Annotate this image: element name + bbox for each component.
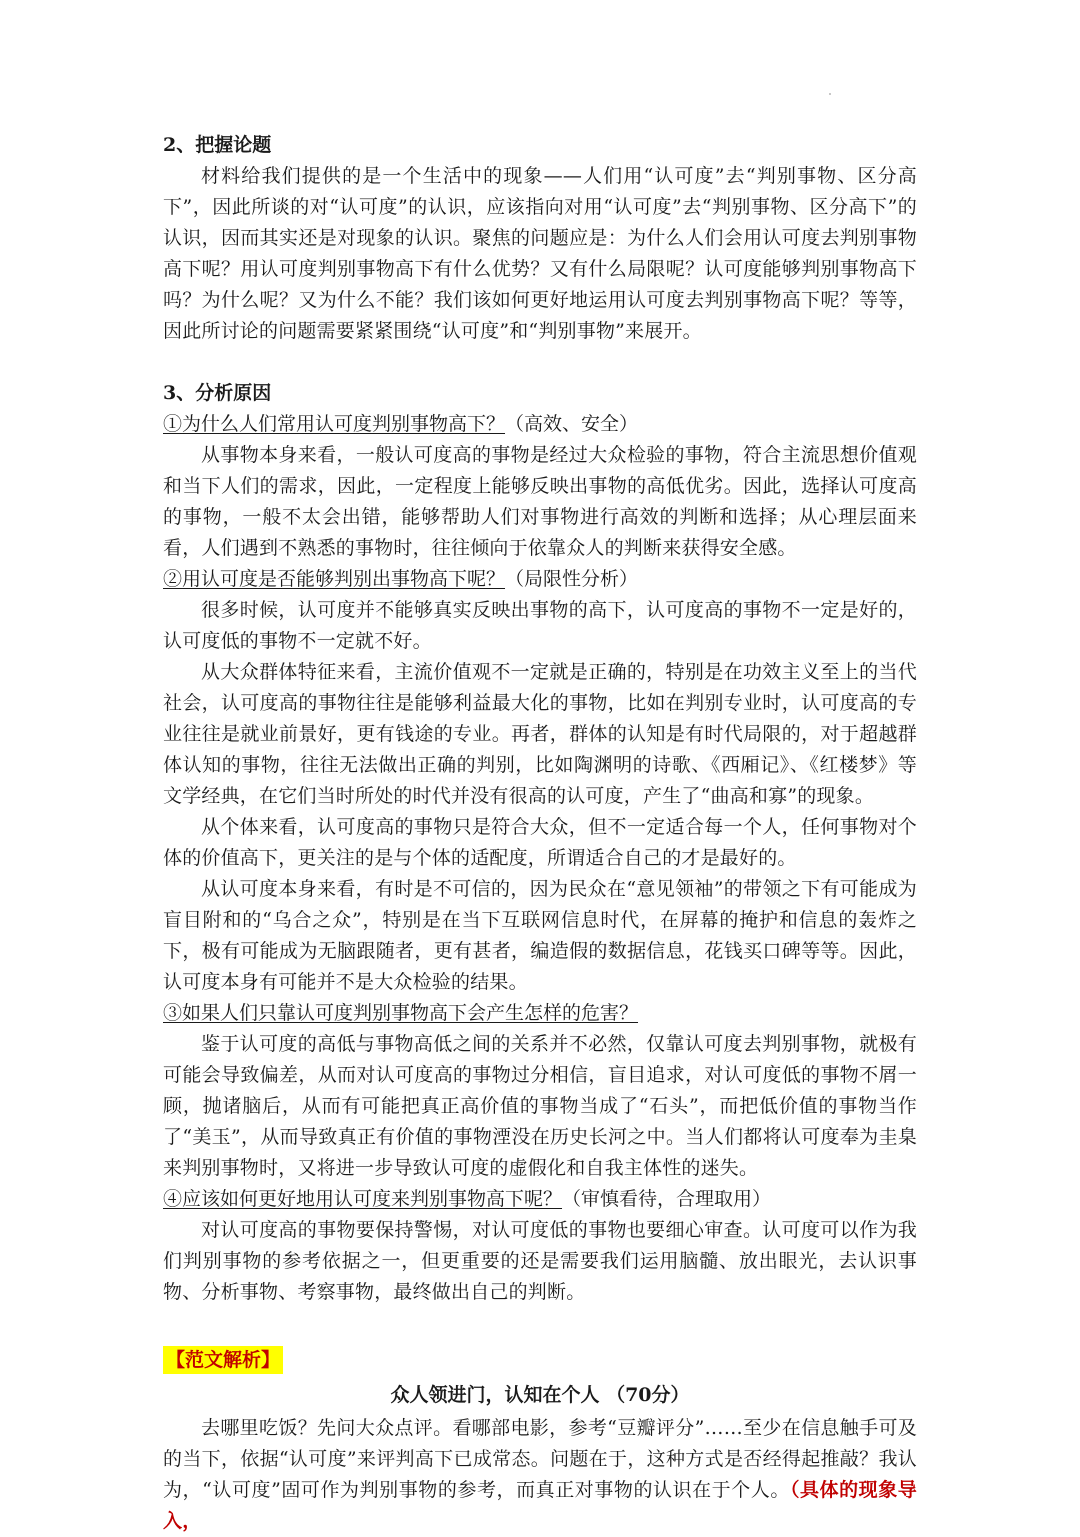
model-essay-text: 去哪里吃饭？先问大众点评。看哪部电影，参考“豆瓣评分”……至少在信息触手可及的当下，依据“认可度”来评判高下已成常态。问题在于，这种方式是否经得起推敲？我认为，“认可度”固可作为判别事物的参考，而真正对事物的认识在于个人。 bbox=[163, 1417, 917, 1501]
question-2 bbox=[163, 564, 917, 595]
section-2-paragraph: 材料给我们提供的是一个生活中的现象——人们用“认可度”去“判别事物、区分高下”，因此所谈的对“认可度”的认识，应该指向对用“认可度”去“判别事物、区分高下”的认识，因而其实还是对现象的认识。聚焦的问题应是：为什么人们会用认可度去判别事物高下呢？用认可度判别事物高下有什么优势？又有什么局限呢？认可度能够判别事物高下吗？为什么呢？又为什么不能？我们该如何更好地运用认可度去判别事物高下呢？等等，因此所讨论的问题需要紧紧围绕“认可度”和“判别事物”来展开。 bbox=[163, 165, 917, 342]
model-essay-label-row bbox=[163, 1345, 917, 1376]
answer-1-paragraph: 从事物本身来看，一般认可度高的事物是经过大众检验的事物，符合主流思想价值观和当下人们的需求，因此，一定程度上能够反映出事物的高低优劣。因此，选择认可度高的事物，一般不太会出错，能够帮助人们对事物进行高效的判断和选择；从心理层面来看，人们遇到不熟悉的事物时，往往倾向于依靠众人的判断来获得安全感。 bbox=[163, 444, 917, 559]
answer-2-paragraph-c: 从个体来看，认可度高的事物只是符合大众，但不一定适合每一个人，任何事物对个体的价值高下，更关注的是与个体的适配度，所谓适合自己的才是最好的。 bbox=[163, 816, 917, 869]
answer-2-paragraph-a: 很多时候，认可度并不能够真实反映出事物的高下，认可度高的事物不一定是好的，认可度低的事物不一定就不好。 bbox=[163, 599, 917, 652]
answer-4-paragraph: 对认可度高的事物要保持警惕，对认可度低的事物也要细心审查。认可度可以作为我们判别事物的参考依据之一，但更重要的还是需要我们运用脑髓、放出眼光，去认识事物、分析事物、考察事物，最终做出自己的判断。 bbox=[163, 1219, 917, 1303]
question-1-note: （高效、安全） bbox=[505, 413, 639, 435]
question-1-text: ①为什么人们常用认可度判别事物高下？ bbox=[163, 413, 506, 435]
model-essay-title: 众人领进门，认知在个人 （70分） bbox=[390, 1384, 690, 1406]
answer-2-paragraph-d: 从认可度本身来看，有时是不可信的，因为民众在“意见领袖”的带领之下有可能成为盲目附和的“乌合之众”，特别是在当下互联网信息时代，在屏幕的掩护和信息的轰炸之下，极有可能成为无脑跟随者，更有甚者，编造假的数据信息，花钱买口碑等等。因此，认可度本身有可能并不是大众检验的结果。 bbox=[163, 878, 917, 993]
question-1 bbox=[163, 409, 917, 440]
model-essay-comment: （具体的现象导入， bbox=[163, 1479, 918, 1532]
spacer bbox=[163, 347, 917, 378]
question-4-note: （审慎看待，合理取用） bbox=[562, 1188, 772, 1210]
question-3 bbox=[163, 998, 917, 1029]
section-heading-3: 3、分析原因 bbox=[163, 382, 272, 404]
answer-3-paragraph: 鉴于认可度的高低与事物高低之间的关系并不必然，仅靠认可度去判别事物，就极有可能会导致偏差，从而对认可度高的事物过分相信，盲目追求，对认可度低的事物不屑一顾，抛诸脑后，从而有可能把真正高价值的事物当成了“石头”，而把低价值的事物当作了“美玉”，从而导致真正有价值的事物湮没在历史长河之中。当人们都将认可度奉为圭臬来判别事物时，又将进一步导致认可度的虚假化和自我主体性的迷失。 bbox=[163, 1033, 917, 1179]
model-essay-label: 【范文解析】 bbox=[163, 1346, 283, 1374]
question-4 bbox=[163, 1184, 917, 1215]
question-2-note: （局限性分析） bbox=[505, 568, 639, 590]
question-2-text: ②用认可度是否能够判别出事物高下呢？ bbox=[163, 568, 506, 590]
document-page bbox=[163, 130, 917, 1537]
corner-dot bbox=[829, 93, 831, 95]
question-4-text: ④应该如何更好地用认可度来判别事物高下呢？ bbox=[163, 1188, 563, 1210]
spacer bbox=[163, 1308, 917, 1339]
question-3-text: ③如果人们只靠认可度判别事物高下会产生怎样的危害？ bbox=[163, 1002, 639, 1024]
model-essay-paragraph bbox=[163, 1413, 917, 1537]
section-heading-2: 2、把握论题 bbox=[163, 134, 272, 156]
answer-2-paragraph-b: 从大众群体特征来看，主流价值观不一定就是正确的，特别是在功效主义至上的当代社会，认可度高的事物往往是能够利益最大化的事物，比如在判别专业时，认可度高的专业往往是就业前景好，更有钱途的专业。再者，群体的认知是有时代局限的，对于超越群体认知的事物，往往无法做出正确的判别，比如陶渊明的诗歌、《西厢记》、《红楼梦》等文学经典，在它们当时所处的时代并没有很高的认可度，产生了“曲高和寡”的现象。 bbox=[163, 661, 917, 807]
